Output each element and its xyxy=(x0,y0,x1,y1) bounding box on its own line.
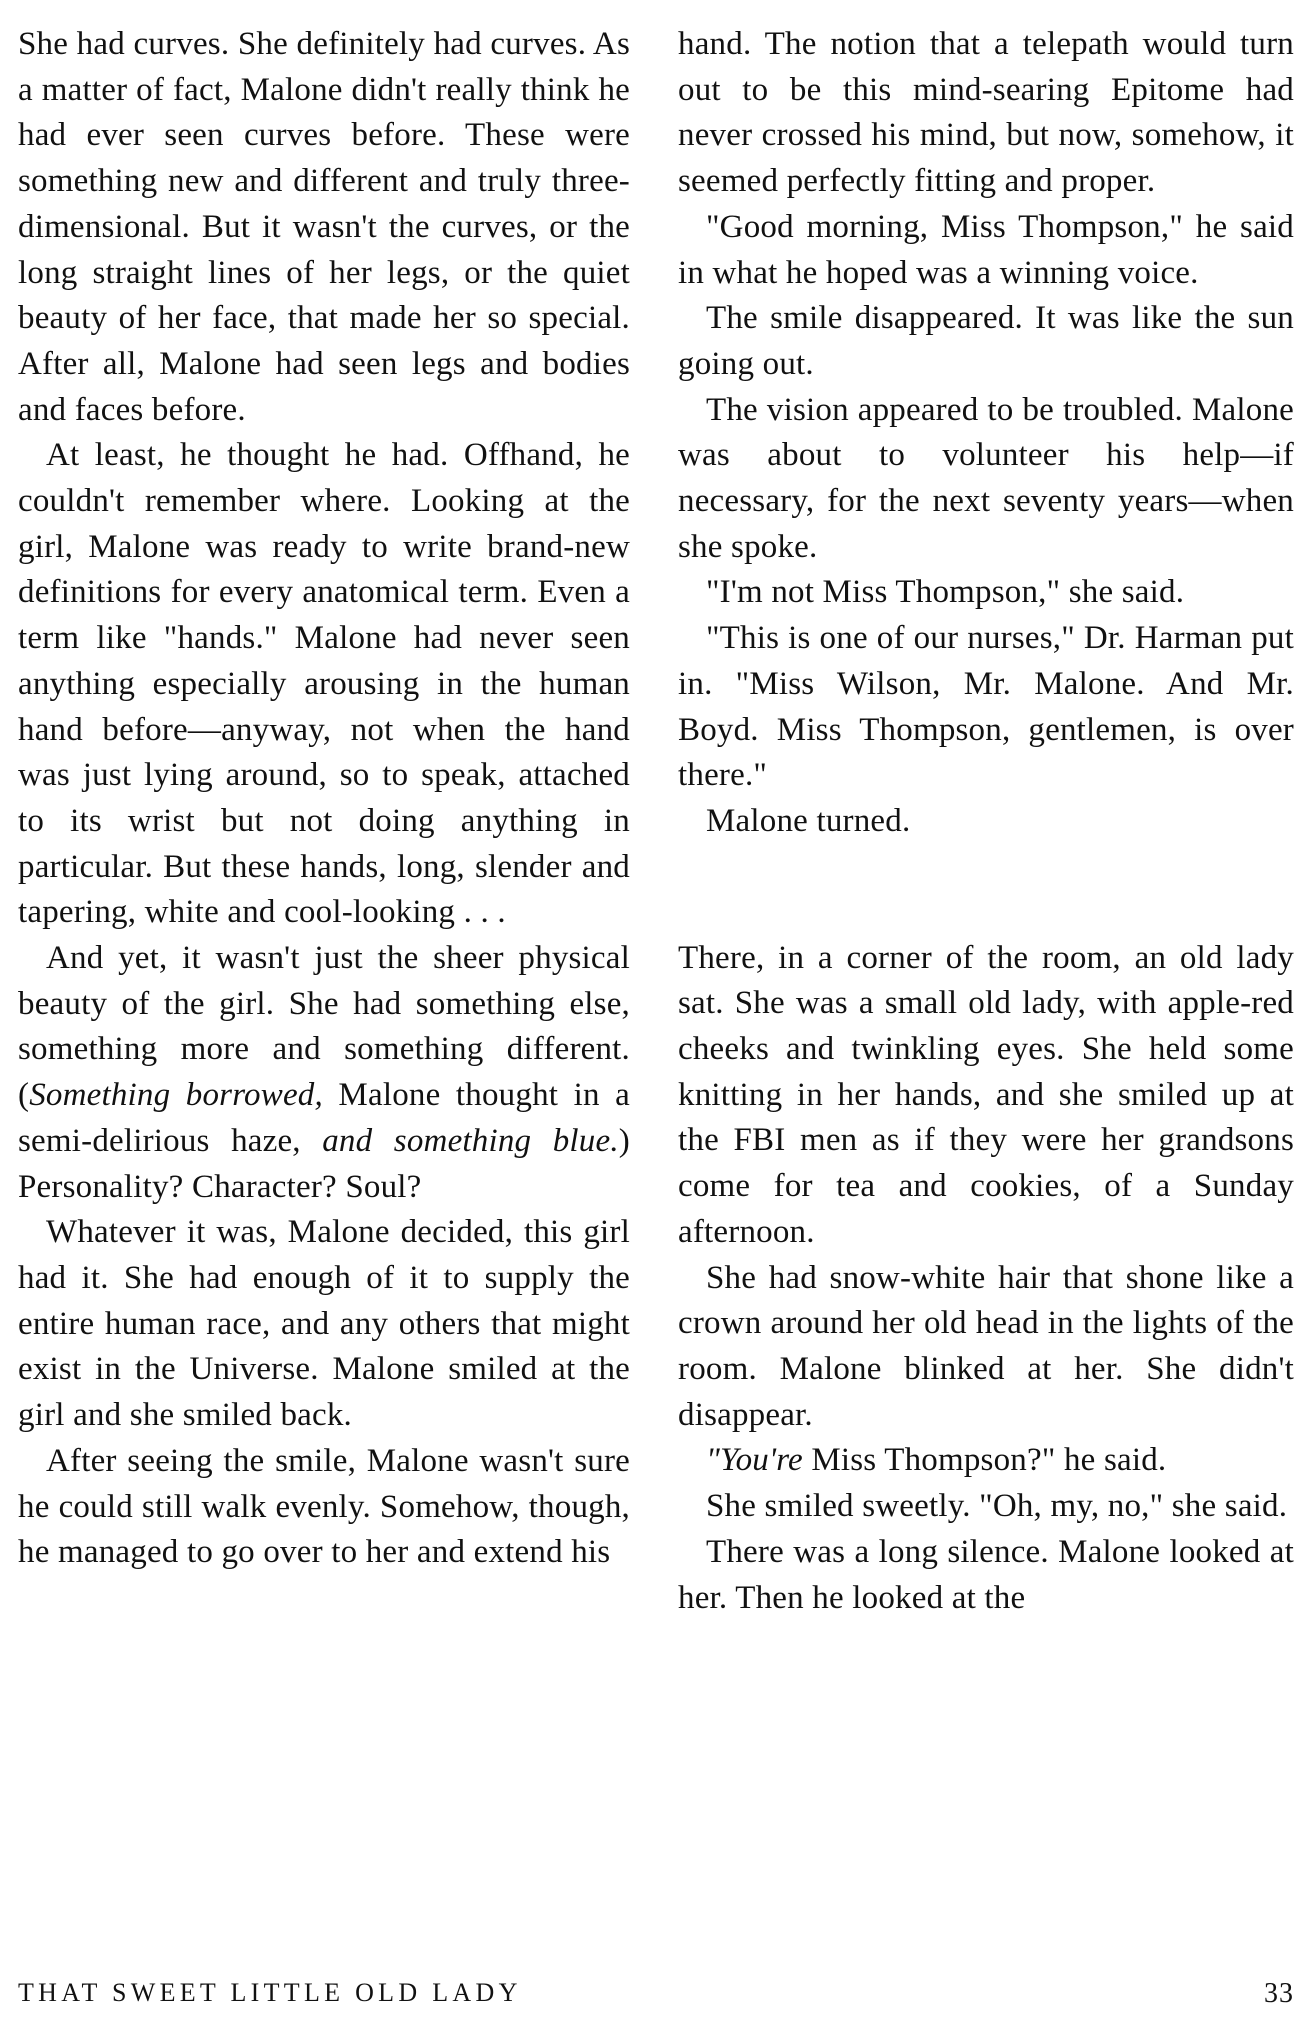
paragraph: hand. The notion that a telepath would turn out to be this mind-searing Epitome had never crossed his mind, but now, somehow, it seemed perfectly fitting and proper. xyxy=(678,26,1294,200)
running-head: THAT SWEET LITTLE OLD LADY xyxy=(18,1978,522,2007)
italic-text: Something borrowed, xyxy=(29,1077,323,1114)
paragraph: "This is one of our nurses," Dr. Harman put in. "Miss Wilson, Mr. Malone. And Mr. Boyd. Miss Thompson, gentlemen, is over there." xyxy=(678,620,1294,794)
paragraph: Whatever it was, Malone decided, this girl had it. She had enough of it to supply the entire human race, and any others that might exist in the Universe. Malone smiled at the girl and she smiled back. xyxy=(18,1214,630,1434)
paragraph-text: Malone thought in a semi-delirious haze, xyxy=(18,1077,631,1159)
paragraph: Malone turned. xyxy=(706,802,911,839)
paragraph-text: ) Personality? Character? Soul? xyxy=(18,1122,630,1205)
paragraph: The vision appeared to be troubled. Malone was about to volunteer his help—if necessary, for the next seventy years—when she spoke. xyxy=(678,391,1294,565)
page-footer xyxy=(18,1978,1294,2014)
left-column xyxy=(18,22,630,1576)
paragraph xyxy=(678,1438,1294,1484)
paragraph xyxy=(18,936,630,1210)
paragraph: The smile disappeared. It was like the sun going out. xyxy=(678,300,1294,382)
paragraph: At least, he thought he had. Offhand, he couldn't remember where. Looking at the girl, Malone was ready to write brand-new definitions for every anatomical term. Even a term like "hands." Malone had never seen anything especially arousing in the human hand before—anyway, not when the hand was just lying around, so to speak, attached to its wrist but not doing anything in particular. But these hands, long, slender and tapering, white and cool-looking . . . xyxy=(18,437,630,931)
paragraph: "Good morning, Miss Thompson," he said in what he hoped was a winning voice. xyxy=(678,208,1294,291)
paragraph: She had curves. She definitely had curves. As a matter of fact, Malone didn't really think he had ever seen curves before. These were something new and different and truly three-dimensional. But it wasn't the curves, or the long straight lines of her legs, or the quiet beauty of her face, that made her so special. After all, Malone had seen legs and bodies and faces before. xyxy=(18,26,630,428)
page-number: 33 xyxy=(1264,1978,1294,2009)
paragraph-text: Miss Thompson?" he said. xyxy=(802,1442,1167,1479)
paragraph: "I'm not Miss Thompson," she said. xyxy=(706,574,1185,611)
italic-text: and something blue. xyxy=(322,1122,619,1159)
paragraph: She smiled sweetly. "Oh, my, no," she said. xyxy=(706,1488,1288,1525)
right-column xyxy=(678,22,1294,1621)
paragraph: There was a long silence. Malone looked at her. Then he looked at the xyxy=(678,1533,1294,1616)
paragraph-text: And yet, it wasn't just the sheer physical beauty of the girl. She had something else, something more and something different. ( xyxy=(18,940,630,1114)
paragraph: After seeing the smile, Malone wasn't sure he could still walk evenly. Somehow, though, he managed to go over to her and extend his xyxy=(18,1442,630,1571)
paragraph: There, in a corner of the room, an old lady sat. She was a small old lady, with apple-red cheeks and twinkling eyes. She held some knitting in her hands, and she smiled up at the FBI men as if they were her grandsons come for tea and cookies, of a Sunday afternoon. xyxy=(678,939,1294,1250)
italic-text: "You're xyxy=(706,1442,803,1479)
paragraph: She had snow-white hair that shone like a crown around her old head in the lights of the room. Malone blinked at her. She didn't disappear. xyxy=(678,1259,1294,1433)
